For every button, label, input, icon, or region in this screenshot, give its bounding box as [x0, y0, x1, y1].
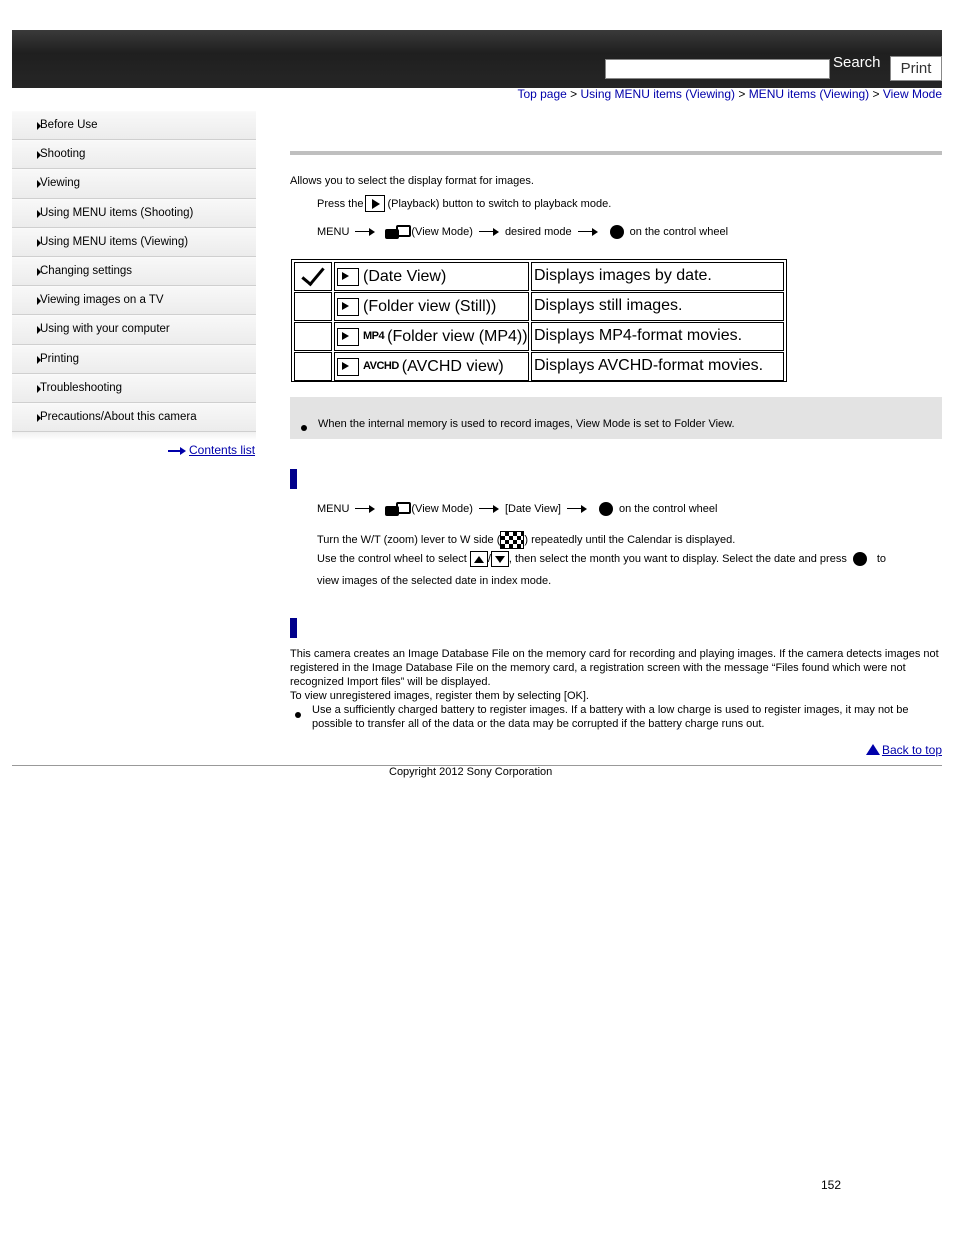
intro-text: Allows you to select the display format for images.: [290, 175, 534, 187]
sidebar-item-viewing[interactable]: [12, 169, 256, 198]
mode-table: [291, 259, 787, 382]
note-text: When the internal memory is used to record images, View Mode is set to Folder View.: [318, 418, 735, 430]
breadcrumb-sep: >: [566, 87, 581, 101]
sidebar-item-label: Shooting: [40, 148, 86, 161]
triangle-right-icon: [37, 356, 41, 364]
sidebar-end: [12, 432, 256, 440]
wheel-instruction-d: view images of the selected date in index mode.: [317, 575, 552, 587]
arrow-icon: [355, 505, 375, 513]
mp4-tag: MP4: [363, 330, 385, 342]
folder-still-icon: [337, 298, 359, 316]
arrow-icon: [479, 228, 499, 236]
mode-desc-cell: Displays AVCHD-format movies.: [531, 352, 784, 381]
sidebar-item-menu-shooting[interactable]: [12, 199, 256, 228]
triangle-right-icon: [37, 122, 41, 130]
sidebar-item-label: Precautions/About this camera: [40, 410, 197, 423]
sidebar: [12, 111, 256, 440]
sidebar-item-label: Viewing images on a TV: [40, 294, 164, 307]
control-wheel-label: on the control wheel: [619, 503, 718, 515]
breadcrumb-view-mode[interactable]: View Mode: [882, 87, 942, 101]
section2-bullet-text: Use a sufficiently charged battery to register images. If a battery with a low charge is used to register images, it may not be possible to transfer all of the data or the data may be corrupted if the battery charge runs out.: [312, 704, 909, 730]
mode-desc-cell: Displays images by date.: [531, 262, 784, 291]
arrow-icon: [578, 228, 598, 236]
mode-name-cell: [334, 352, 529, 381]
menu-label: MENU: [317, 226, 350, 238]
bullet-icon: [295, 712, 301, 718]
checkmark-icon: [301, 262, 324, 287]
step-2: [317, 223, 728, 241]
triangle-right-icon: [37, 151, 41, 159]
arrow-right-icon: [168, 448, 186, 454]
mode-name: (Date View): [363, 268, 447, 285]
sidebar-item-viewing-tv[interactable]: [12, 286, 256, 315]
sidebar-item-label: Changing settings: [40, 264, 133, 277]
section1-line3: [317, 575, 551, 587]
sidebar-item-changing-settings[interactable]: [12, 257, 256, 286]
center-button-icon: [599, 502, 613, 516]
triangle-right-icon: [37, 268, 41, 276]
check-cell: [294, 262, 332, 291]
triangle-right-icon: [37, 210, 41, 218]
arrow-icon: [479, 505, 499, 513]
breadcrumb-menu-items-viewing[interactable]: MENU items (Viewing): [748, 87, 870, 101]
sidebar-item-label: Troubleshooting: [40, 381, 123, 394]
mode-name-cell: [334, 262, 529, 291]
mode-name: (Folder view (MP4)): [387, 328, 528, 345]
mode-name: (Folder view (Still)): [363, 298, 497, 315]
control-wheel-label: on the control wheel: [629, 226, 729, 238]
triangle-up-icon: [866, 744, 880, 755]
sidebar-item-precautions[interactable]: [12, 403, 256, 432]
avchd-tag: AVCHD: [363, 360, 399, 372]
view-mode-icon: [383, 223, 409, 241]
wheel-instruction-a: Use the control wheel to select: [317, 553, 467, 565]
wheel-instruction-b: , then select the month you want to display. Select the date and press: [508, 553, 847, 565]
section2-para2: To view unregistered images, register them by selecting [OK].: [290, 690, 589, 702]
table-row: [294, 292, 784, 321]
section-marker: [290, 618, 297, 638]
mode-desc-cell: Displays MP4-format movies.: [531, 322, 784, 351]
folder-mp4-icon: [337, 328, 359, 346]
arrow-icon: [567, 505, 587, 513]
page-number: 152: [821, 1178, 842, 1192]
search-input[interactable]: [605, 59, 830, 79]
sidebar-item-troubleshooting[interactable]: [12, 374, 256, 403]
date-view-label: [Date View]: [504, 503, 561, 515]
bullet-icon: [301, 425, 307, 431]
sidebar-item-label: Printing: [40, 352, 79, 365]
zoom-instruction-b: ) repeatedly until the Calendar is displayed.: [524, 534, 736, 546]
sidebar-item-before-use[interactable]: [12, 111, 256, 140]
table-row: [294, 262, 784, 291]
slash-separator: /: [487, 553, 491, 565]
breadcrumb-sep: >: [869, 87, 883, 101]
zoom-instruction-a: Turn the W/T (zoom) lever to W side (: [317, 534, 501, 546]
section1-line2: [317, 551, 886, 567]
view-mode-label: (View Mode): [411, 226, 473, 238]
contents-list-link[interactable]: [168, 443, 255, 457]
triangle-right-icon: [37, 326, 41, 334]
title-divider: [290, 151, 942, 155]
index-grid-icon: [500, 531, 524, 549]
sidebar-item-printing[interactable]: [12, 345, 256, 374]
sidebar-item-shooting[interactable]: [12, 140, 256, 169]
avchd-view-icon: [337, 358, 359, 376]
step-1: [317, 195, 611, 212]
mode-desc-cell: Displays still images.: [531, 292, 784, 321]
mode-name: (AVCHD view): [401, 358, 504, 375]
sidebar-item-computer[interactable]: [12, 315, 256, 344]
triangle-right-icon: [37, 385, 41, 393]
breadcrumb: [517, 87, 942, 101]
check-cell: [294, 352, 332, 381]
mode-name-cell: [334, 322, 529, 351]
header-bar: [12, 30, 942, 88]
view-mode-icon: [383, 500, 409, 518]
triangle-right-icon: [37, 297, 41, 305]
sidebar-item-label: Using with your computer: [40, 323, 170, 336]
wheel-instruction-c: to: [876, 553, 887, 565]
mode-name-cell: [334, 292, 529, 321]
arrow-icon: [355, 228, 375, 236]
triangle-right-icon: [37, 414, 41, 422]
contents-list-label: Contents list: [189, 443, 256, 457]
view-mode-label: (View Mode): [411, 503, 473, 515]
search-label[interactable]: Search: [833, 54, 881, 71]
breadcrumb-sep: >: [735, 87, 749, 101]
section1-step: [317, 500, 717, 518]
sidebar-item-label: Before Use: [40, 119, 98, 131]
check-cell: [294, 292, 332, 321]
back-to-top-link[interactable]: [866, 743, 942, 757]
playback-icon: [365, 195, 385, 212]
triangle-right-icon: [37, 239, 41, 247]
back-to-top-label: Back to top: [881, 743, 942, 757]
sidebar-item-label: Viewing: [40, 177, 81, 190]
section-marker: [290, 469, 297, 489]
table-row: [294, 322, 784, 351]
triangle-right-icon: [37, 180, 41, 188]
menu-label: MENU: [317, 503, 350, 515]
date-view-icon: [337, 268, 359, 286]
breadcrumb-top-page[interactable]: Top page: [517, 87, 567, 101]
sidebar-item-label: Using MENU items (Shooting): [40, 206, 194, 219]
step-1-after: (Playback) button to switch to playback mode.: [387, 197, 612, 210]
step-1-before: Press the: [317, 197, 364, 210]
sidebar-item-label: Using MENU items (Viewing): [40, 235, 189, 248]
sidebar-item-menu-viewing[interactable]: [12, 228, 256, 257]
center-button-icon: [853, 552, 867, 566]
print-button[interactable]: Print: [890, 56, 942, 81]
check-cell: [294, 322, 332, 351]
section1-line1: [317, 531, 735, 549]
up-button-icon: [470, 551, 488, 567]
copyright-text: Copyright 2012 Sony Corporation: [389, 766, 553, 778]
down-button-icon: [491, 551, 509, 567]
breadcrumb-using-menu-viewing[interactable]: Using MENU items (Viewing): [580, 87, 735, 101]
table-row: [294, 352, 784, 381]
section2-para1: This camera creates an Image Database File on the memory card for recording and playing images. If the camera detects images not registered in the Image Database File on the memory card, a registration screen with the message “Files found which were not recognized Import files” will be displayed.: [290, 648, 939, 688]
desired-mode-label: desired mode: [504, 226, 572, 238]
center-button-icon: [610, 225, 624, 239]
